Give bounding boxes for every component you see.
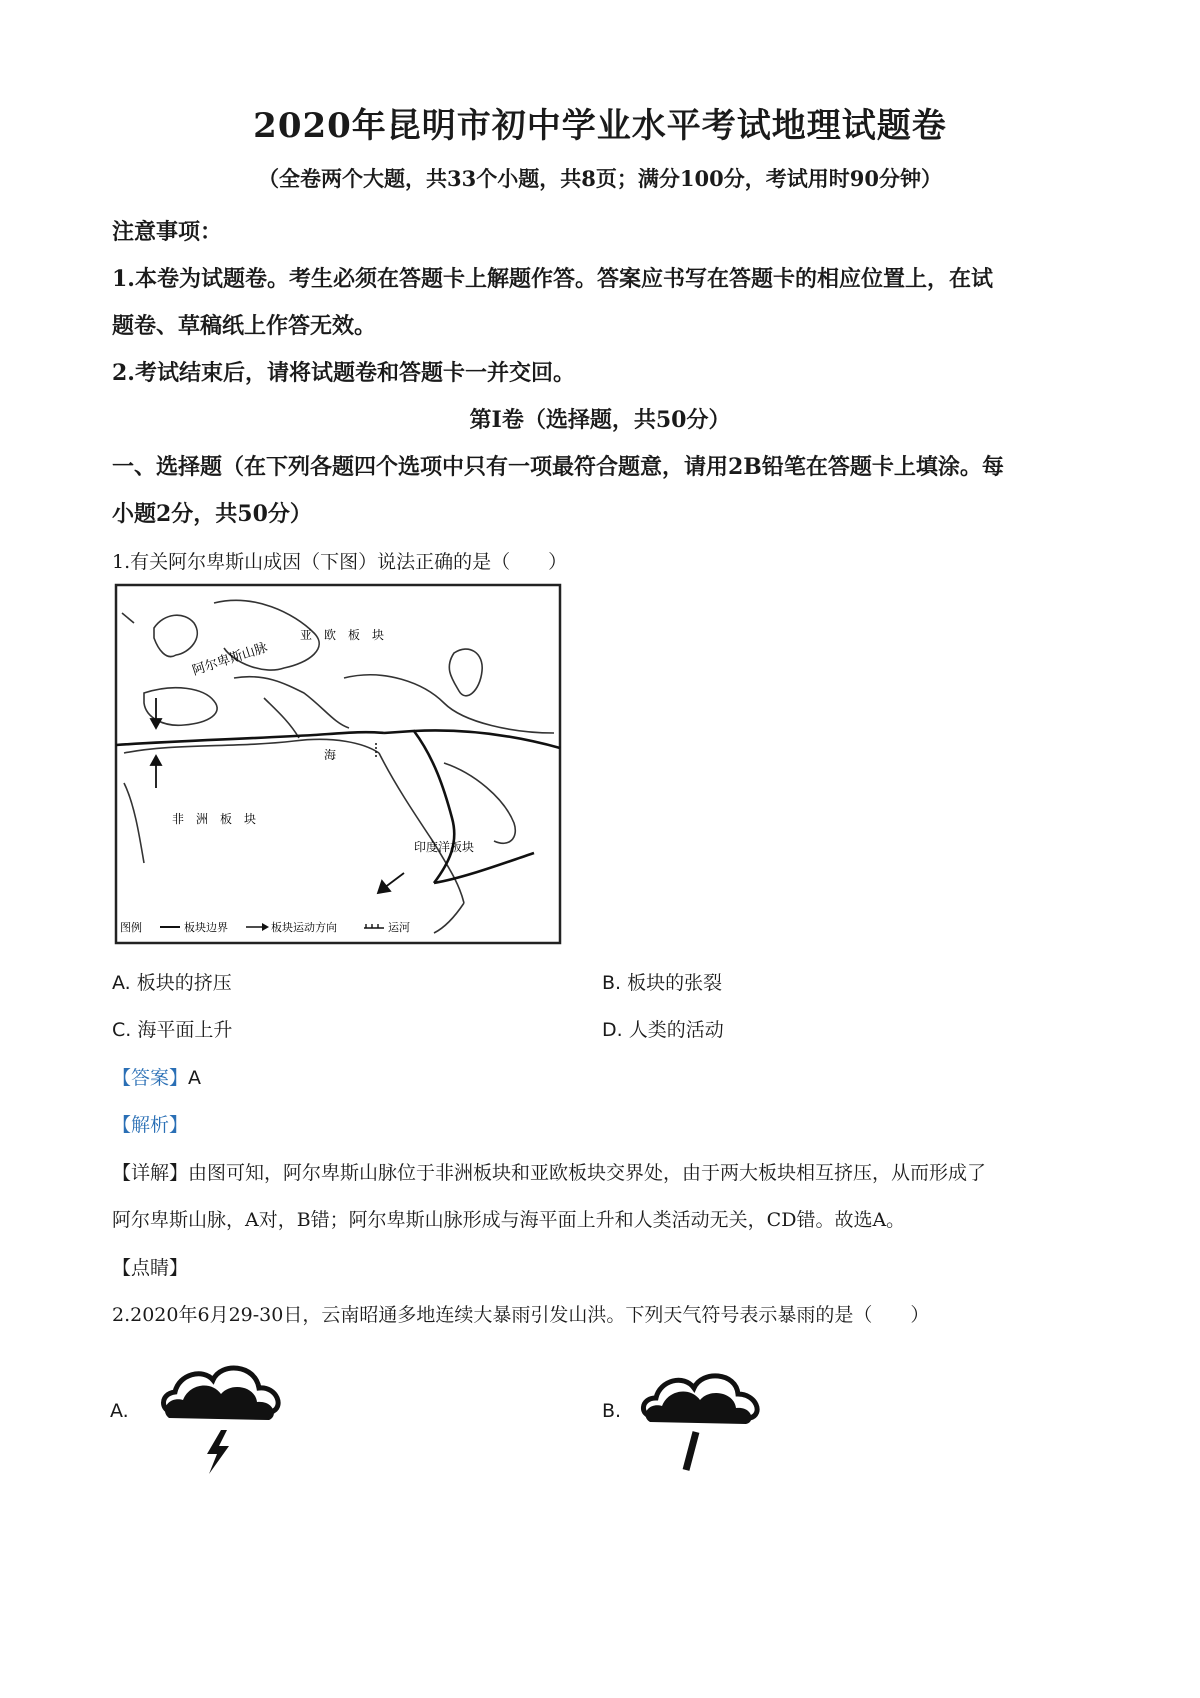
option-letter: B. bbox=[602, 972, 622, 994]
map-label-sea: 海 bbox=[324, 748, 337, 762]
map-label-alps: 阿尔卑斯山脉 bbox=[190, 640, 270, 679]
legend-motion: 板块运动方向 bbox=[271, 921, 337, 934]
q2-option-a-letter: A. bbox=[110, 1400, 129, 1422]
page-title: 2020年昆明市初中学业水平考试地理试题卷 bbox=[253, 106, 947, 146]
q2-stem: 2.2020年6月29-30日，云南昭通多地连续大暴雨引发山洪。下列天气符号表示暴雨的是（ ） bbox=[112, 1304, 930, 1326]
plate-map-figure bbox=[114, 583, 562, 945]
q1-analysis-label: 【解析】 bbox=[112, 1114, 189, 1136]
thunderstorm-icon bbox=[155, 1350, 290, 1480]
answer-value: A bbox=[188, 1067, 202, 1089]
notes-item-1-line-1: 1.本卷为试题卷。考生必须在答题卡上解题作答。答案应书写在答题卡的相应位置上，在试 bbox=[112, 266, 993, 292]
option-text: 人类的活动 bbox=[628, 1019, 724, 1041]
legend-canal: 运河 bbox=[388, 921, 410, 934]
part-title: 第Ⅰ卷（选择题，共50分） bbox=[469, 407, 731, 433]
option-text: 海平面上升 bbox=[137, 1019, 233, 1041]
notes-heading: 注意事项： bbox=[112, 219, 223, 245]
option-letter: C. bbox=[112, 1019, 132, 1041]
map-label-eurasia: 亚 欧 板 块 bbox=[300, 628, 385, 642]
q1-option-b bbox=[602, 968, 722, 995]
option-text: 板块的张裂 bbox=[627, 972, 723, 994]
notes-item-2: 2.考试结束后，请将试题卷和答题卡一并交回。 bbox=[112, 360, 575, 386]
map-label-africa: 非 洲 板 块 bbox=[172, 812, 257, 826]
legend-boundary: 板块边界 bbox=[184, 921, 228, 934]
q2-option-b-letter: B. bbox=[602, 1400, 622, 1422]
q1-stem: 1.有关阿尔卑斯山成因（下图）说法正确的是（ ） bbox=[112, 551, 568, 573]
q1-detail-line-2: 阿尔卑斯山脉，A对，B错；阿尔卑斯山脉形成与海平面上升和人类活动无关，CD错。故选A。 bbox=[112, 1209, 906, 1231]
option-letter: D. bbox=[602, 1019, 623, 1041]
option-letter: A. bbox=[112, 972, 131, 994]
q1-comment-label: 【点睛】 bbox=[112, 1257, 189, 1279]
map-label-india: 印度洋板块 bbox=[414, 840, 475, 854]
legend-title: 图例 bbox=[120, 921, 142, 934]
q1-option-c bbox=[112, 1015, 232, 1042]
q1-answer bbox=[112, 1063, 201, 1090]
q1-detail-line-1: 【详解】由图可知，阿尔卑斯山脉位于非洲板块和亚欧板块交界处，由于两大板块相互挤压，从而形成了 bbox=[112, 1162, 987, 1184]
q1-option-d bbox=[602, 1015, 724, 1042]
rainstorm-icon bbox=[638, 1360, 768, 1480]
answer-label: 【答案】 bbox=[112, 1067, 189, 1089]
q1-option-a bbox=[112, 968, 232, 995]
option-text: 板块的挤压 bbox=[136, 972, 232, 994]
section-heading-line-1: 一、选择题（在下列各题四个选项中只有一项最符合题意，请用2B铅笔在答题卡上填涂。每 bbox=[112, 454, 1004, 480]
notes-item-1-line-2: 题卷、草稿纸上作答无效。 bbox=[112, 313, 377, 339]
section-heading-line-2: 小题2分，共50分） bbox=[112, 501, 312, 527]
page-subtitle: （全卷两个大题，共33个小题，共8页；满分100分，考试用时90分钟） bbox=[258, 166, 942, 191]
